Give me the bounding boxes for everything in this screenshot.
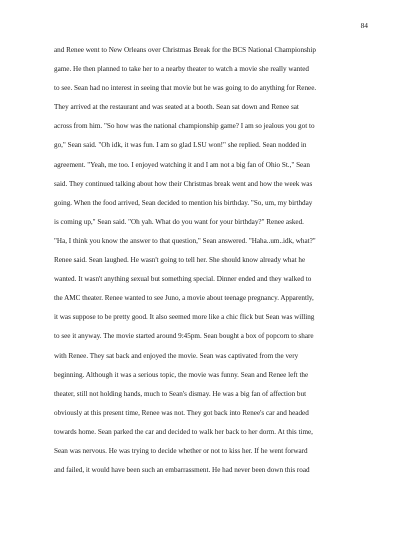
- text-line: is coming up," Sean said. "Oh yah. What do you want for your birthday?" Renee asked.: [54, 217, 304, 226]
- text-line: going. When the food arrived, Sean decided to mention his birthday. "So, um, my birthday: [54, 198, 313, 207]
- text-line: Sean was nervous. He was trying to decide whether or not to kiss her. If he went forward: [54, 446, 308, 455]
- text-line: theater, still not holding hands, much to Sean's dismay. He was a big fan of affection but: [54, 389, 307, 398]
- text-line: game. He then planned to take her to a nearby theater to watch a movie she really wanted: [54, 65, 309, 74]
- page-number: 84: [360, 21, 368, 30]
- text-line: said. They continued talking about how their Christmas break went and how the week was: [54, 179, 313, 188]
- text-line: across from him. "So how was the national championship game? I am so jealous you got to: [54, 122, 315, 131]
- text-line: They arrived at the restaurant and was seated at a booth. Sean sat down and Renee sat: [54, 103, 299, 112]
- text-line: beginning. Although it was a serious topic, the movie was funny. Sean and Renee left the: [54, 370, 309, 379]
- text-line: obviously at this present time, Renee was not. They got back into Renee's car and headed: [54, 408, 309, 417]
- text-line: Renee said. Sean laughed. He wasn't going to tell her. She should know already what he: [54, 256, 306, 265]
- text-line: to see. Sean had no interest in seeing that movie but he was going to do anything for Renee.: [54, 84, 317, 93]
- text-line: the AMC theater. Renee wanted to see Juno, a movie about teenage pregnancy. Apparently,: [54, 294, 314, 303]
- text-line: and failed, it would have been such an embarrassment. He had never been down this road: [54, 466, 310, 475]
- text-line: and Renee went to New Orleans over Christmas Break for the BCS National Championship: [54, 46, 316, 54]
- text-line: wanted. It wasn't anything sexual but something special. Dinner ended and they walked to: [54, 275, 312, 284]
- text-line: with Renee. They sat back and enjoyed the movie. Sean was captivated from the very: [54, 351, 299, 360]
- text-line: it was suppose to be pretty good. It also seemed more like a chic flick but Sean was willing: [54, 313, 315, 322]
- text-line: "Ha, I think you know the answer to that question," Sean answered. "Haha..um..idk, what?": [54, 236, 316, 245]
- text-line: to see it anyway. The movie started around 9:45pm. Sean bought a box of popcorn to share: [54, 332, 314, 341]
- text-line: go," Sean said. "Oh idk, it was fun. I am so glad LSU won!" she replied. Sean nodded in: [54, 141, 307, 150]
- body-text: [54, 41, 374, 480]
- text-line: towards home. Sean parked the car and decided to walk her back to her dorm. At this time,: [54, 427, 313, 436]
- text-line: agreement. "Yeah, me too. I enjoyed watching it and I am not a big fan of Ohio St.," Sean: [54, 160, 310, 169]
